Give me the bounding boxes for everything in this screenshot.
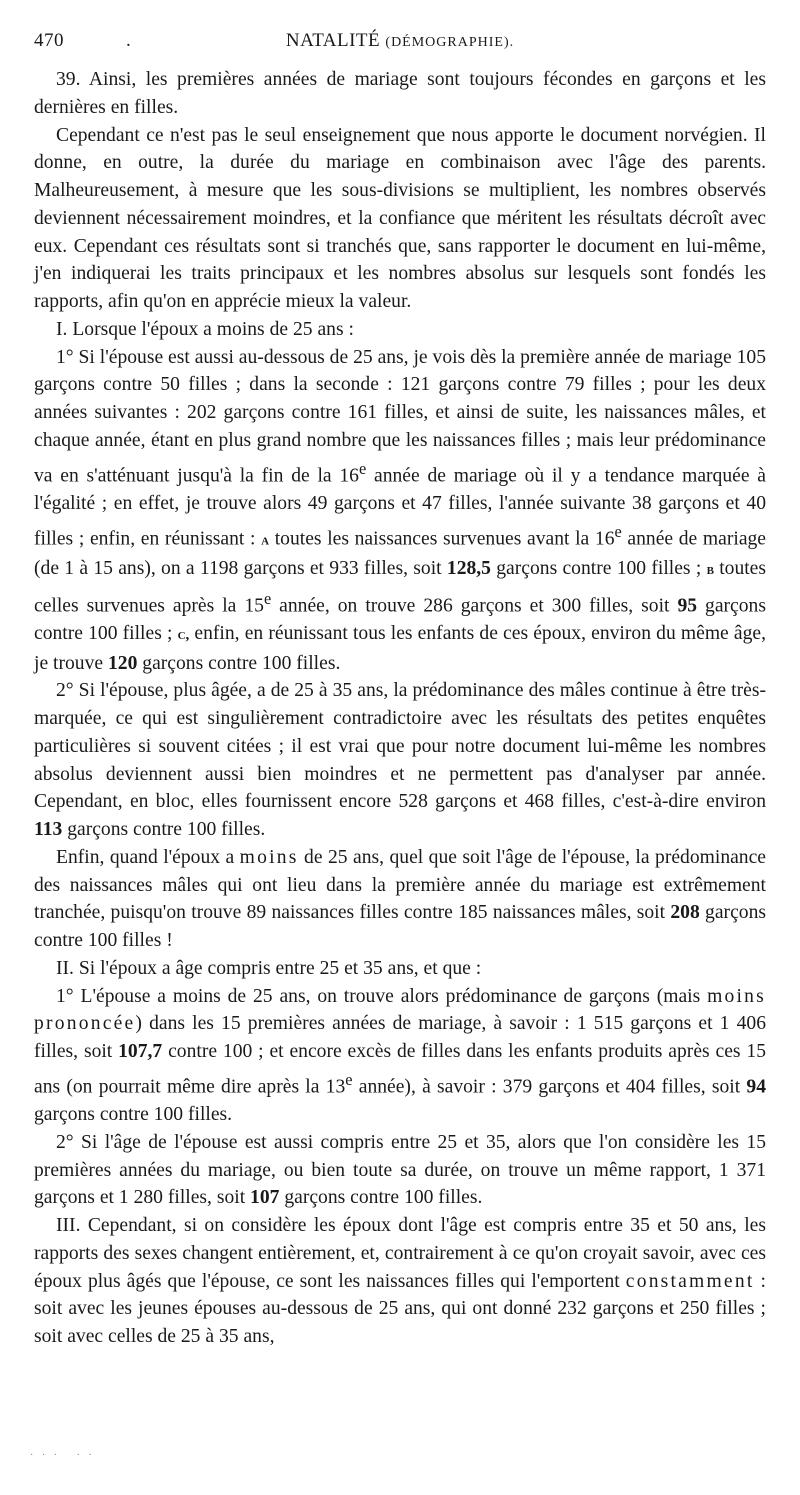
running-title-main: NATALITÉ	[285, 30, 381, 51]
paragraph-section-iii: III. Cependant, si on considère les époux dont l'âge est compris entre 35 et 50 ans, les rapports des sexes changent entièrement, et, contrairement à ce qu'on croyait savoir, avec ces époux plus âgés que l'épouse, ce sont les naissances filles qui l'emportent constamment : soit avec les jeunes épouses au-dessous de 25 ans, qui ont donné 232 garçons et 250 filles ; soit avec celles de 25 à 35 ans,	[34, 1215, 766, 1348]
letter-b: b	[706, 561, 714, 578]
running-title-sub: (DÉMOGRAPHIE).	[385, 35, 515, 50]
paragraph-enfin: Enfin, quand l'époux a moins de 25 ans, quel que soit l'âge de l'épouse, la prédominance des naissances mâles qui ont lieu dans la première année du mariage est extrêmement tranchée, puisqu'on trouve 89 naissances filles contre 185 naissances mâles, soit 208 garçons contre 100 filles !	[34, 846, 766, 952]
paragraph-i-1: 1° Si l'épouse est aussi au-dessous de 25 ans, je vois dès la première année de mariage 105 garçons contre 50 filles ; dans la seconde : 121 garçons contre 79 filles ; pour les deux années suivantes : 202 garçons contre 161 filles, et ainsi de suite, les naissances mâles, et chaque année, étant en plus grand nombre que les naissances filles ; mais leur prédominance va en s'atténuant jusqu'à la fin de la 16e année de mariage où il y a tendance marquée à l'égalité ; en effet, je trouve alors 49 garçons et 47 filles, l'année suivante 38 garçons et 40 filles ; enfin, en réunissant : a toutes les naissances survenues avant la 16e année de mariage (de 1 à 15 ans), on a 1198 garçons et 933 filles, soit 128,5 garçons contre 100 filles ; b toutes celles survenues après la 15e année, on trouve 286 garçons et 300 filles, soit 95 garçons contre 100 filles ; c, enfin, en réunissant tous les enfants de ces époux, environ du même âge, je trouve 120 garçons contre 100 filles.	[34, 346, 767, 674]
running-title	[34, 30, 766, 52]
page-number: 470	[34, 30, 64, 51]
running-header	[34, 30, 766, 58]
paragraph-cependant: Cependant ce n'est pas le seul enseignement que nous apporte le document norvégien. Il donne, en outre, la durée du mariage en combinaison avec l'âge des parents. Malheureusement, à mesure que les sous-divisions se multiplient, les nombres observés deviennent nécessairement moindres, et la confiance que méritent les résultats décroît avec eux. Cependant ces résultats sont si tranchés que, sans rapporter le document en lui-même, j'en indiquerai les traits principaux et les nombres absolus sur lesquels sont fondés les rapports, afin qu'on en apprécie mieux la valeur.	[34, 124, 766, 312]
letter-c: c,	[177, 626, 190, 643]
paragraph-39: 39. Ainsi, les premières années de mariage sont toujours fécondes en garçons et les dernières en filles.	[34, 69, 766, 118]
paragraph-ii-2: 2° Si l'âge de l'épouse est aussi compris entre 25 et 35, alors que l'on considère les 15 premières années du mariage, ou bien toute sa durée, on trouve un même rapport, 1 371 garçons et 1 280 filles, soit 107 garçons contre 100 filles.	[34, 1131, 766, 1209]
paragraph-section-i: I. Lorsque l'époux a moins de 25 ans :	[56, 318, 354, 340]
header-dot: .	[126, 30, 132, 51]
print-mark: · · · · ·	[30, 1450, 95, 1461]
main-text	[34, 66, 766, 1351]
letter-a: a	[261, 532, 270, 549]
paragraph-section-ii: II. Si l'époux a âge compris entre 25 et 35 ans, et que :	[56, 957, 482, 979]
paragraph-i-2: 2° Si l'épouse, plus âgée, a de 25 à 35 ans, la prédominance des mâles continue à être très-marquée, ce qui est singulièrement contradictoire avec les résultats des petites enquêtes particulières si souvent citées ; il est vrai que pour notre document lui-même les nombres absolus deviennent aussi bien moindres et ne permettent pas d'analyser par année. Cependant, en bloc, elles fournissent encore 528 garçons et 468 filles, c'est-à-dire environ 113 garçons contre 100 filles.	[34, 680, 766, 841]
paragraph-ii-1: 1° L'épouse a moins de 25 ans, on trouve alors prédominance de garçons (mais moins prononcée) dans les 15 premières années de mariage, à savoir : 1 515 garçons et 1 406 filles, soit 107,7 contre 100 ; et encore excès de filles dans les enfants produits après ces 15 ans (on pourrait même dire après la 13e année), à savoir : 379 garçons et 404 filles, soit 94 garçons contre 100 filles.	[34, 985, 766, 1126]
